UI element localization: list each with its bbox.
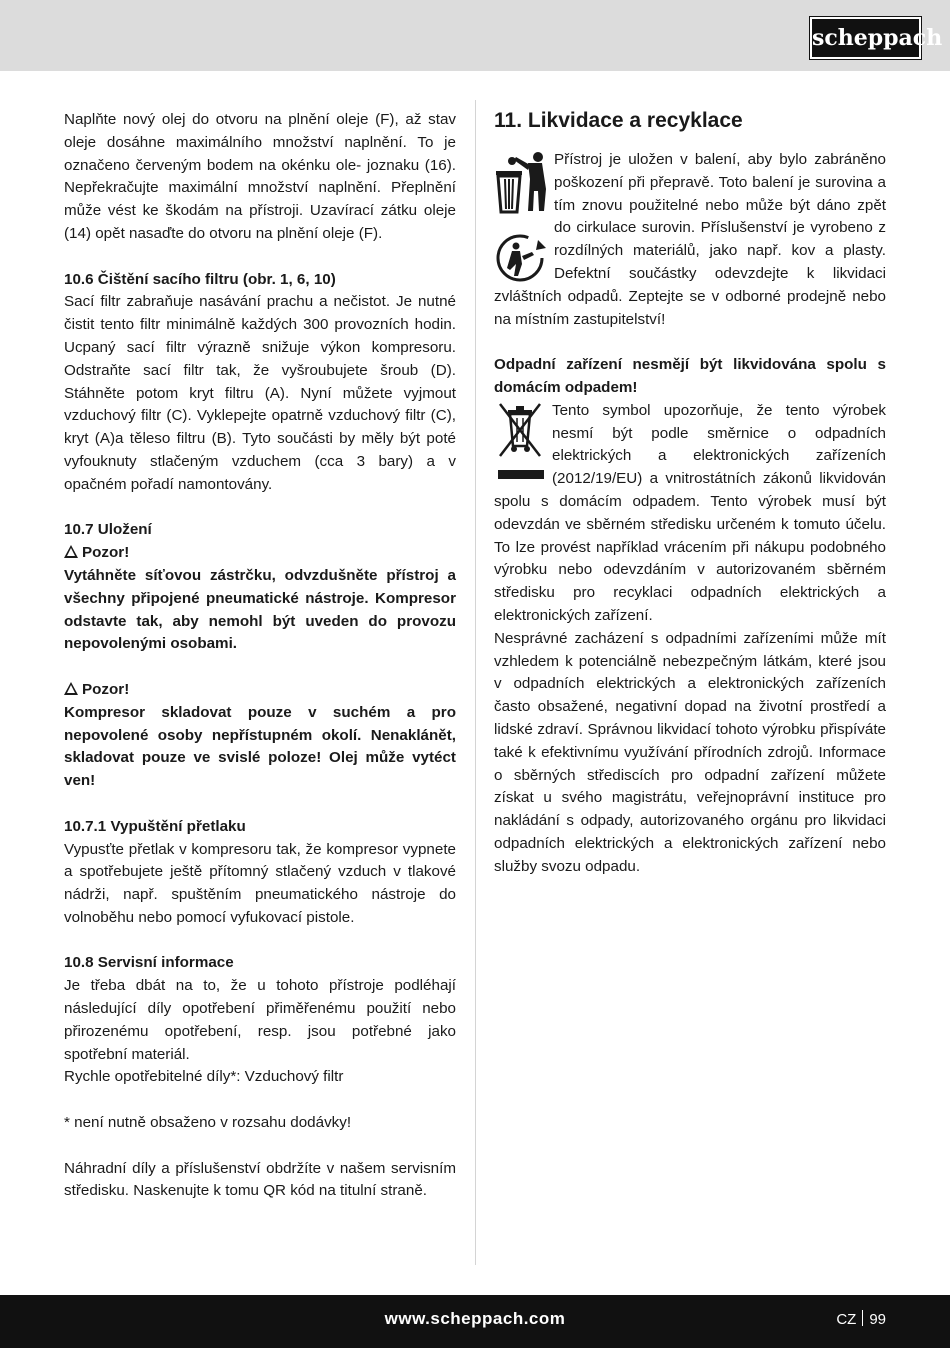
header-bar [0, 0, 950, 71]
crossed-bin-icon [494, 402, 550, 482]
section-11-heading: 11. Likvidace a recyklace [494, 109, 743, 132]
weee-paragraph-2: Nesprávné zacházení s odpadními zařízeními může mít vzhledem k potenciálně nebezpečným látkám, které jsou v odpadních elektrických a elektronických zařízeních často obsažené, negativní dopad na životní prostředí a lidské zdraví. Správnou likvidací tohoto výrobku přispíváte také k efektivnímu využívání přírodních zdrojů. Informace o sběrných střediscích pro odpadní zařízení můžete získat u svého magistrátu, veřejnoprávní instituce pro nakládání s odpady, autorizovaného orgánu pro likvidaci odpadních elektrických a elektronických zařízení nebo služby svozu odpadu. [494, 629, 886, 875]
footnote: * není nutně obsaženo v rozsahu dodávky! [64, 1114, 352, 1132]
warning-2-text: Kompresor skladovat pouze v suchém a pro nepovolené osoby nepřístupném okolí. Nenaklánět, skladovat pouze ve svislé poloze! Olej může vytéct ven! [64, 703, 456, 790]
footer-page-number: CZ 99 [836, 1311, 886, 1328]
section-10-8-body: Je třeba dbát na to, že u tohoto přístroje podléhají následující díly opotřebení přiměřenému použití nebo přirozenému opotřebení, resp. jsou potřebné jako spotřební materiál. [64, 977, 456, 1063]
weee-warning-heading: Odpadní zařízení nesmějí být likvidována spolu s domácím odpadem! [494, 356, 886, 396]
footer-website-link[interactable]: www.scheppach.com [384, 1309, 566, 1328]
warning-triangle-icon [64, 545, 78, 558]
section-10-6-body: Sací filtr zabraňuje nasávání prachu a nečistot. Je nutné čistit tento filtr minimálně každých 300 provozních hodin. Ucpaný sací filtr výrazně snižuje výkon kompresoru. Odstraňte sací filtr tak, že vyšroubujete šroub (D). Stáhněte potom kryt filtru (A). Nyní můžete vyjmout vzduchový filtr (C). Vyklepejte opatrně vzduchový filtr (C), kryt (A)a těleso filtru (B). Tyto součásti by měly být poté vyfouknuty stlačeným vzduchem (cca 3 bary) a v opačném pořadí namontovány. [64, 293, 456, 493]
section-10-8-heading: 10.8 Servisní informace [64, 954, 234, 972]
brand-logo: scheppach [810, 17, 921, 59]
section-10-8-parts: Rychle opotřebitelné díly*: Vzduchový filtr [64, 1068, 344, 1086]
section-10-6-heading: 10.6 Čištění sacího filtru (obr. 1, 6, 10) [64, 270, 336, 288]
warning-2-label: Pozor! [64, 679, 456, 702]
weee-paragraph: Tento symbol upozorňuje, že tento výrobek nesmí být podle směrnice o odpadních elektrických a elektronických zařízeních (2012/19/EU) a vnitrostátních zákonů likvidován spolu s domácím odpadem. Tento výrobek musí být odevzdán ve sběrném středisku určeném k tomuto účelu. To lze provést například vrácením při nákupu podobného výrobku nebo odevzdáním v autorizovaném sběrném středisku pro recyklaci odpadních elektrických a elektronických zařízení. [494, 401, 886, 624]
warning-1-text: Vytáhněte síťovou zástrčku, odvzdušněte přístroj a všechny připojené pneumatické nástroje. Kompresor odstavte tak, aby nemohl být uveden do provozu nepovolenými osobami. [64, 566, 456, 653]
warning-1-label: Pozor! [64, 542, 456, 565]
section-10-7-1-heading: 10.7.1 Vypuštění přetlaku [64, 817, 246, 835]
packaging-paragraph: Přístroj je uložen v balení, aby bylo zabráněno poškození při přepravě. Toto balení je surovina a tím znovu použitelné nebo může být dáno zpět do cirkulace surovin. Příslušenství je vyrobeno z rozdílných materiálů, jako např. kov a plasty. Defektní součástky odevzdejte k likvidaci zvláštních odpadů. Zeptejte se v odborné prodejně nebo na místním zastupitelství! [494, 151, 886, 328]
column-divider [475, 100, 476, 1265]
service-paragraph: Náhradní díly a příslušenství obdržíte v našem servisním středisku. Naskenujte k tomu QR kód na titulní straně. [64, 1159, 456, 1200]
weee-symbol [494, 402, 550, 482]
section-10-7-1-body: Vypusťte přetlak v kompresoru tak, že kompresor vypnete a spotřebujete ještě přítomný stlačený vzduch v tlakové nádrži, např. spuštěním pneumatického nástroje do volnoběhu nebo pomocí vyfukovací pistole. [64, 840, 456, 926]
warning-triangle-icon [64, 682, 78, 695]
recycling-icon [494, 232, 550, 284]
left-column [64, 109, 456, 1203]
footer-bar [0, 1295, 950, 1348]
section-10-7-heading: 10.7 Uložení [64, 521, 152, 539]
right-column [494, 109, 886, 879]
oil-fill-paragraph: Naplňte nový olej do otvoru na plnění oleje (F), až stav oleje dosáhne maximálního množství naplnění. To je označeno červeným bodem na okénku ole- joznaku (16). Nepřekračujte maximální množství naplnění. Přeplnění může vést ke škodám na přístroji. Uzavírací zátku oleje (14) opět nasaďte do otvoru na plnění oleje (F). [64, 111, 456, 242]
